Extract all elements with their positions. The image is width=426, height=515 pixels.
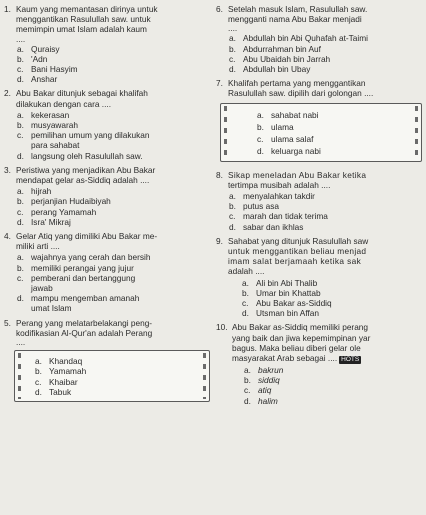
question-text: imam salat berjamaah ketika sak: [228, 256, 362, 267]
option-a[interactable]: a. sahabat nabi: [257, 109, 319, 120]
question-text: Sikap meneladan Abu Bakar ketika: [228, 169, 367, 180]
option-d[interactable]: d. halim: [244, 395, 278, 406]
question-5: [4, 318, 210, 402]
answer-blank: ....: [228, 23, 238, 34]
question-2: [4, 88, 210, 160]
question-text: miliki arti ....: [16, 241, 60, 252]
option-d[interactable]: d. Isra' Mikraj: [17, 216, 71, 227]
option-d[interactable]: d. Utsman bin Affan: [242, 308, 320, 319]
hots-badge: HOTS: [341, 356, 360, 364]
option-b[interactable]: b. Abdurrahman bin Auf: [229, 43, 321, 54]
question-7: [216, 78, 426, 161]
question-4: [4, 231, 210, 314]
question-text: bagus. Maka beliau diberi gelar ole: [232, 342, 361, 353]
question-6: [216, 4, 426, 74]
right-column: [216, 4, 426, 406]
option-c[interactable]: c. marah dan tidak terima: [229, 211, 328, 222]
option-a[interactable]: a. Ali bin Abi Thalib: [242, 277, 318, 288]
question-number: 4.: [4, 231, 11, 242]
option-a[interactable]: a. Khandaq: [35, 356, 83, 367]
option-a[interactable]: a. Quraisy: [17, 43, 60, 54]
option-d[interactable]: d. sabar dan ikhlas: [229, 221, 304, 232]
question-text: Setelah masuk Islam, Rasulullah saw.: [228, 4, 368, 14]
option-b[interactable]: b. siddiq: [244, 375, 280, 386]
answer-box: [14, 350, 210, 402]
option-c[interactable]: c. ulama salaf: [257, 133, 314, 144]
question-text: Peristiwa yang menjadikan Abu Bakar: [16, 164, 156, 175]
question-text: Kaum yang memantasan dirinya untuk: [16, 4, 158, 14]
question-text: menggantikan Rasulullah saw. untuk: [16, 14, 151, 25]
question-number: 3.: [4, 164, 11, 175]
question-text: Sahabat yang ditunjuk Rasulullah saw: [228, 235, 369, 246]
question-text: Gelar Atiq yang dimiliki Abu Bakar me-: [16, 231, 158, 242]
option-b[interactable]: b. Umar bin Khattab: [242, 287, 321, 298]
question-text: Rasulullah saw. dipilih dari golongan ....: [228, 88, 374, 99]
option-d[interactable]: d. Tabuk: [35, 386, 72, 397]
option-c[interactable]: c. Abu Ubaidah bin Jarrah: [229, 53, 331, 64]
question-3: [4, 165, 210, 227]
option-a[interactable]: a. bakrun: [244, 365, 284, 376]
option-c-continued: jawab: [31, 283, 53, 294]
answer-box: [220, 103, 422, 162]
question-number: 7.: [216, 78, 223, 89]
left-column: [4, 4, 210, 406]
option-c[interactable]: c. perang Yamamah: [17, 206, 97, 217]
question-number: 10.: [216, 322, 228, 333]
option-c[interactable]: c. pemilihan umum yang dilakukan: [17, 130, 150, 141]
answer-blank: ....: [16, 337, 26, 348]
question-text: adalah ....: [228, 266, 265, 277]
question-text: untuk menggantikan beliau menjad: [228, 246, 367, 257]
option-d[interactable]: d. Abdullah bin Ubay: [229, 64, 311, 75]
option-b[interactable]: b. musyawarah: [17, 120, 79, 131]
option-c[interactable]: c. Abu Bakar as-Siddiq: [242, 298, 332, 309]
question-text: masyarakat Arab sebagai ....: [232, 353, 338, 364]
option-d[interactable]: d. keluarga nabi: [257, 145, 321, 156]
option-c[interactable]: c. pemberani dan bertanggung: [17, 272, 136, 283]
option-a[interactable]: a. hijrah: [17, 186, 52, 197]
question-text: kodifikasian Al-Qur'an adalah Perang: [16, 327, 153, 338]
option-b[interactable]: b. putus asa: [229, 201, 279, 212]
option-d[interactable]: d. Anshar: [17, 74, 58, 85]
question-number: 6.: [216, 4, 223, 14]
option-c[interactable]: c. atiq: [244, 385, 272, 396]
answer-blank: ....: [16, 33, 26, 44]
question-8: [216, 170, 426, 232]
question-10: [216, 322, 426, 405]
option-c[interactable]: c. Bani Hasyim: [17, 64, 78, 75]
option-b[interactable]: b. 'Adn: [17, 53, 48, 64]
option-a[interactable]: a. wajahnya yang cerah dan bersih: [17, 252, 151, 263]
question-text: memimpin umat Islam adalah kaum: [16, 24, 147, 35]
question-number: 8.: [216, 169, 223, 180]
question-number: 1.: [4, 4, 11, 14]
question-text: yang baik dan jiwa kepemimpinan yar: [232, 332, 371, 343]
option-b[interactable]: b. memiliki perangai yang jujur: [17, 262, 134, 273]
question-text: mendapat gelar as-Siddiq adalah ....: [16, 175, 150, 186]
option-a[interactable]: a. menyalahkan takdir: [229, 191, 315, 202]
option-c[interactable]: c. Khaibar: [35, 376, 78, 387]
question-number: 2.: [4, 88, 11, 99]
question-text: dilakukan dengan cara ....: [16, 98, 112, 109]
question-text: Abu Bakar as-Siddiq memiliki perang: [232, 322, 369, 333]
question-1: [4, 4, 210, 84]
option-a[interactable]: a. Abdullah bin Abi Quhafah at-Taimi: [229, 33, 368, 44]
question-text: tertimpa musibah adalah ....: [228, 179, 331, 190]
option-b[interactable]: b. Yamamah: [35, 366, 87, 377]
option-d[interactable]: d. mampu mengemban amanah: [17, 293, 140, 304]
question-text: Khalifah pertama yang menggantikan: [228, 78, 366, 89]
question-9: [216, 236, 426, 319]
question-number: 9.: [216, 235, 223, 246]
option-b[interactable]: b. ulama: [257, 121, 294, 132]
option-d[interactable]: d. langsung oleh Rasulullah saw.: [17, 150, 143, 161]
question-text: mengganti nama Abu Bakar menjadi: [228, 14, 362, 25]
question-text: Perang yang melatarbelakangi peng-: [16, 317, 153, 328]
option-a[interactable]: a. kekerasan: [17, 109, 70, 120]
question-number: 5.: [4, 317, 11, 328]
question-text: Abu Bakar ditunjuk sebagai khalifah: [16, 88, 148, 99]
option-d-continued: umat Islam: [31, 303, 72, 314]
option-b[interactable]: b. perjanjian Hudaibiyah: [17, 196, 111, 207]
option-c-continued: para sahabat: [31, 140, 80, 151]
